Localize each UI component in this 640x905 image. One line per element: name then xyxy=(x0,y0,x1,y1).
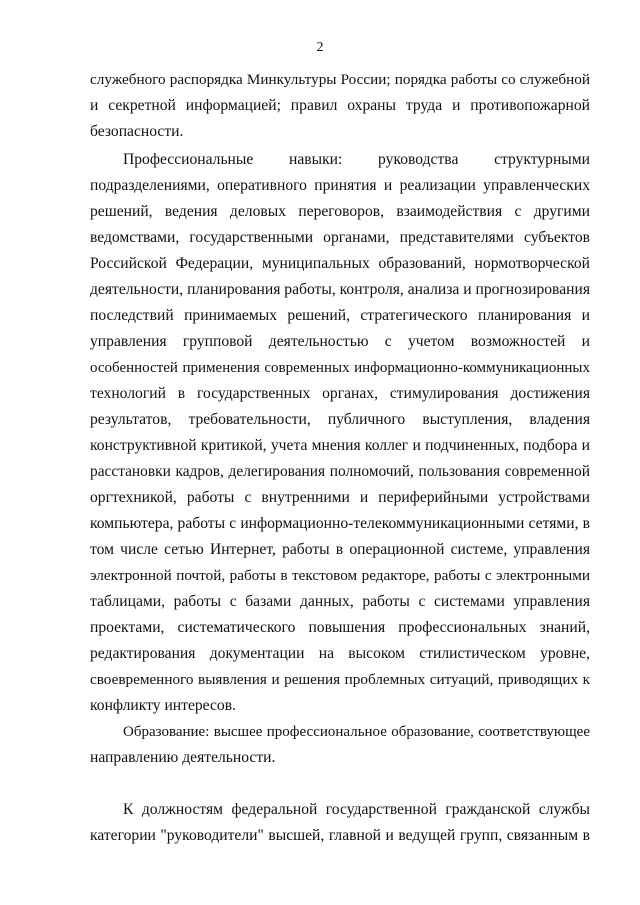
text-line: особенностей применения современных информационно-коммуникационных xyxy=(90,360,590,376)
text-line: подразделениями, оперативного принятия и реализации управленческих xyxy=(90,177,590,194)
text-line: таблицами, работы с базами данных, работы с системами управления xyxy=(90,593,590,610)
text-line: конструктивной критикой, учета мнения коллег и подчиненных, подбора и xyxy=(90,437,590,454)
text-line: К должностям федеральной государственной гражданской службы xyxy=(123,801,590,818)
text-line: редактирования документации на высоком стилистическом уровне, xyxy=(90,645,590,662)
text-line: решений, ведения деловых переговоров, взаимодействия с другими xyxy=(90,203,590,220)
text-line: Образование: высшее профессиональное образование, соответствующее xyxy=(123,724,590,740)
text-line: конфликту интересов. xyxy=(90,697,236,714)
text-line: служебного распорядка Минкультуры России; порядка работы со служебной xyxy=(90,71,590,88)
text-line: результатов, требовательности, публичного выступления, владения xyxy=(90,411,590,428)
text-line: ведомствами, государственными органами, представителями субъектов xyxy=(90,229,590,246)
text-line: том числе сетью Интернет, работы в операционной системе, управления xyxy=(90,541,590,558)
text-line: категории "руководители" высшей, главной и ведущей групп, связанным в xyxy=(90,827,590,844)
text-line: управления групповой деятельностью с учетом возможностей и xyxy=(90,333,590,350)
text-line: своевременного выявления и решения проблемных ситуаций, приводящих к xyxy=(90,671,590,688)
text-line: безопасности. xyxy=(90,123,184,140)
text-line: проектами, систематического повышения профессиональных знаний, xyxy=(90,619,590,636)
text-line: направлению деятельности. xyxy=(90,749,276,766)
text-line: электронной почтой, работы в текстовом редакторе, работы с электронными xyxy=(90,567,590,584)
text-line: деятельности, планирования работы, контроля, анализа и прогнозирования xyxy=(90,281,590,298)
text-line: расстановки кадров, делегирования полномочий, пользования современной xyxy=(90,463,590,480)
page-number: 2 xyxy=(316,40,324,55)
text-line: компьютера, работы с информационно-телекоммуникационными сетями, в xyxy=(90,515,590,532)
text-line: и секретной информацией; правил охраны труда и противопожарной xyxy=(90,97,590,114)
text-line: оргтехникой, работы с внутренними и периферийными устройствами xyxy=(90,489,590,506)
text-line: Российской Федерации, муниципальных образований, нормотворческой xyxy=(90,255,590,272)
text-line: последствий принимаемых решений, стратегического планирования и xyxy=(90,307,590,324)
text-line: технологий в государственных органах, стимулирования достижения xyxy=(90,385,590,402)
text-line: Профессиональные навыки: руководства структурными xyxy=(123,151,590,168)
